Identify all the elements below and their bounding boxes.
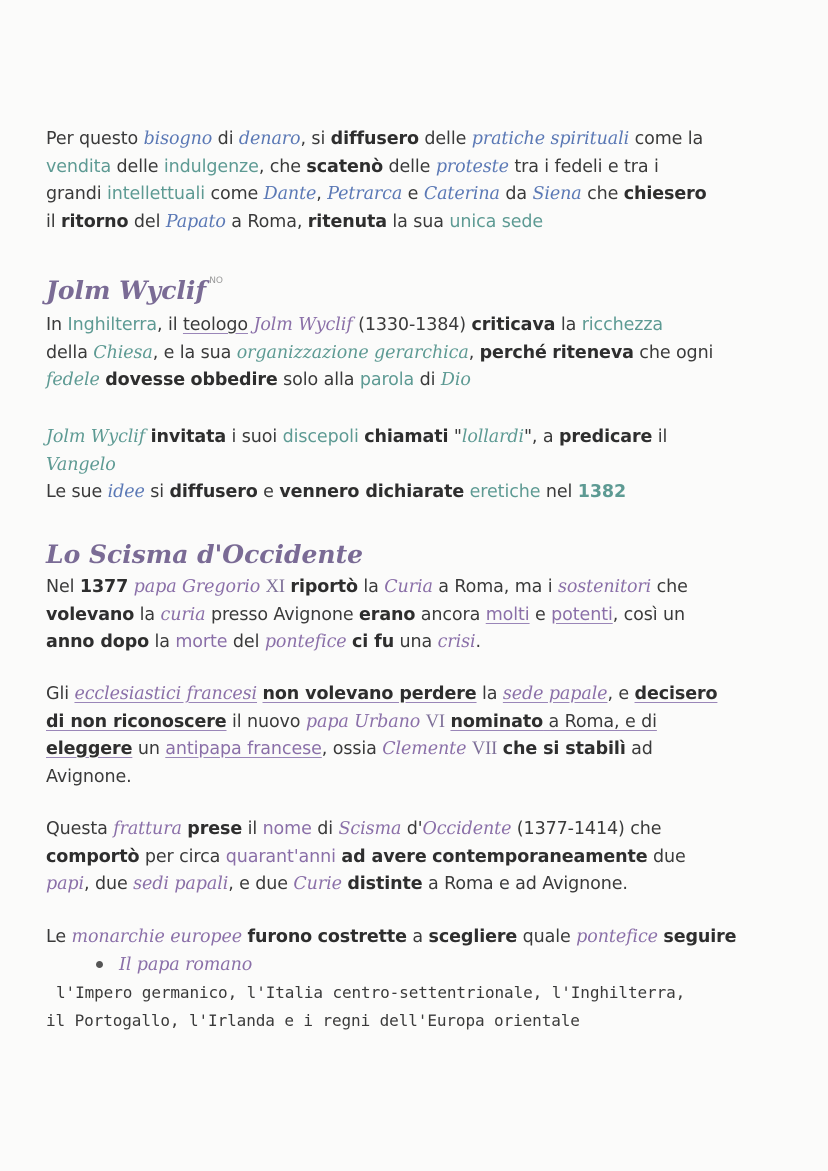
text-line: papi, due sedi papali, e due Curie distinte a Roma e ad Avignone. xyxy=(46,874,628,894)
paragraph-western-schism xyxy=(46,816,766,899)
text-line: il ritorno del Papato a Roma, ritenuta la sua unica sede xyxy=(46,211,544,232)
margin-note: NO xyxy=(209,276,224,286)
text-line: eleggere un antipapa francese, ossia Clemente VII che si stabilì ad xyxy=(46,739,653,759)
paragraph-lollards xyxy=(46,424,766,507)
heading-title: Lo Scisma d'Occidente xyxy=(46,540,364,569)
text-line: vendita delle indulgenze, che scatenò delle proteste tra i fedeli e tra i xyxy=(46,156,659,177)
text-line: volevano la curia presso Avignone erano ancora molti e potenti, così un xyxy=(46,604,685,625)
list-item: Il papa romano xyxy=(46,952,766,980)
paragraph-antipope xyxy=(46,681,766,791)
text-line: Jolm Wyclif invitata i suoi discepoli chiamati "lollardi", a predicare il xyxy=(46,427,668,447)
bullet-icon xyxy=(96,961,103,968)
section-heading-wyclif xyxy=(46,276,766,306)
text-line: Questa frattura prese il nome di Scisma d'Occidente (1377-1414) che xyxy=(46,819,662,839)
text-line: Per questo bisogno di denaro, si diffusero delle pratiche spirituali come la xyxy=(46,129,704,149)
text-line: Nel 1377 papa Gregorio XI riportò la Curia a Roma, ma i sostenitori che xyxy=(46,577,688,597)
text-line: di non riconoscere il nuovo papa Urbano VI nominato a Roma, e di xyxy=(46,711,657,732)
text-line: Le monarchie europee furono costrette a scegliere quale pontefice seguire xyxy=(46,927,737,947)
text-line: il Portogallo, l'Irlanda e i regni dell'Europa orientale xyxy=(46,1010,580,1030)
text-line: della Chiesa, e la sua organizzazione gerarchica, perché riteneva che ogni xyxy=(46,342,714,363)
text-line: Gli ecclesiastici francesi non volevano perdere la sede papale, e decisero xyxy=(46,684,718,704)
paragraph-indulgences xyxy=(46,126,766,236)
text-line: Le sue idee si diffusero e vennero dichiarate eretiche nel 1382 xyxy=(46,482,627,502)
paragraph-monarchies xyxy=(46,924,766,1034)
text-line: fedele dovesse obbedire solo alla parola di Dio xyxy=(46,370,471,390)
text-line: comportò per circa quarant'anni ad avere contemporaneamente due xyxy=(46,846,686,867)
text-line: In Inghilterra, il teologo Jolm Wyclif (1330-1384) criticava la ricchezza xyxy=(46,315,664,335)
text-line: anno dopo la morte del pontefice ci fu una crisi. xyxy=(46,632,481,652)
section-heading-schism xyxy=(46,540,766,570)
text-line: grandi intellettuali come Dante, Petrarca e Caterina da Siena che chiesero xyxy=(46,184,707,204)
text-line: l'Impero germanico, l'Italia centro-settentrionale, l'Inghilterra, xyxy=(56,983,686,1002)
text-line: Avignone. xyxy=(46,766,132,787)
paragraph-wyclif-critique xyxy=(46,312,766,395)
text-line: Vangelo xyxy=(46,454,116,475)
heading-title: Jolm Wyclif xyxy=(46,276,207,305)
paragraph-curia-return xyxy=(46,574,766,657)
